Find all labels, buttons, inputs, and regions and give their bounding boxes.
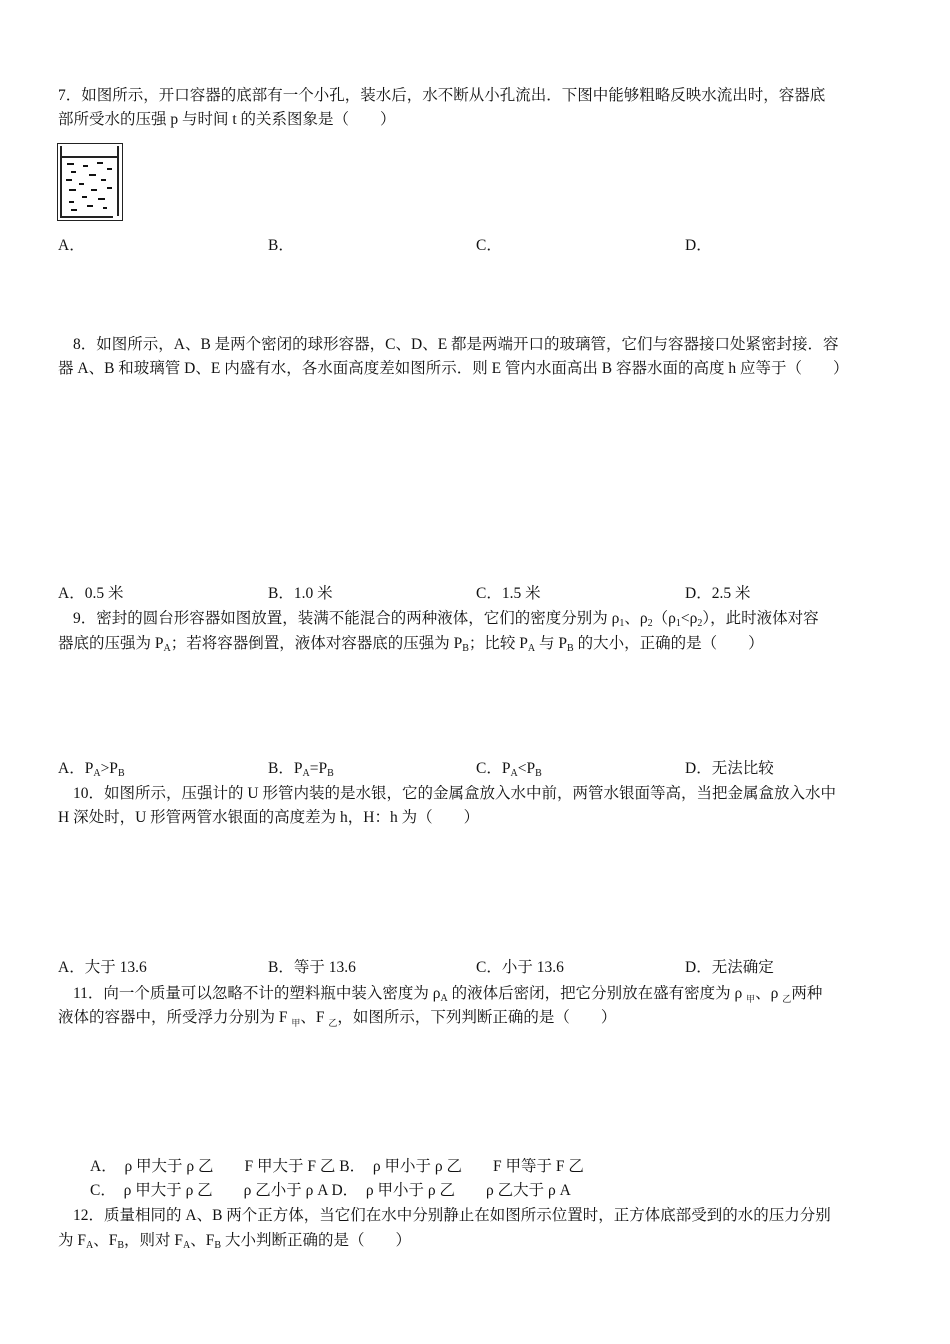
q10-option-b: B．等于 13.6 [268, 959, 356, 976]
q7-option-c: C． [476, 237, 502, 254]
q10-line1: 10．如图所示，压强计的 U 形管内装的是水银，它的金属盒放入水中前，两管水银面等高，当把金属盒放入水中 [73, 785, 836, 802]
q7-line1: 7．如图所示，开口容器的底部有一个小孔，装水后，水不断从小孔流出．下图中能够粗略反映水流出时，容器底 [58, 87, 826, 104]
q7-line2: 部所受水的压强 p 与时间 t 的关系图象是（ ） [58, 111, 396, 128]
q12-line2: 为 $F_A$、$F_B$，则对 $F_A$、$F_B$ 大小判断正确的是（ ） [58, 1232, 411, 1251]
q7-option-b: B． [268, 237, 294, 254]
q11-options-row1: A． ρ 甲大于 ρ 乙 F 甲大于 F 乙 B． ρ 甲小于 ρ 乙 F 甲等于 F 乙 [90, 1158, 584, 1175]
q9-line2: 器底的压强为 $P_A$；若将容器倒置，液体对容器底的压强为 $P_B$；比较 $P_A$ 与 $P_B$ 的大小，正确的是（ ） [58, 635, 764, 654]
q8-option-a: A．0.5 米 [58, 585, 124, 602]
q10-option-c: C．小于 13.6 [476, 959, 564, 976]
q11-line2: 液体的容器中，所受浮力分别为 F $_甲$、F $_乙$，如图所示，下列判断正确的是（ ） [58, 1009, 617, 1028]
water-container-figure [57, 143, 123, 221]
q8-line1: 8．如图所示，A、B 是两个密闭的球形容器，C、D、E 都是两端开口的玻璃管，它们与容器接口处紧密封接．容 [73, 336, 839, 353]
q9-option-d: D．无法比较 [685, 760, 774, 777]
q8-option-c: C．1.5 米 [476, 585, 541, 602]
q8-option-b: B．1.0 米 [268, 585, 333, 602]
q7-option-d: D． [685, 237, 712, 254]
q8-line2: 器 A、B 和玻璃管 D、E 内盛有水，各水面高度差如图所示．则 E 管内水面高出 B 容器水面的高度 h 应等于（ ） [58, 360, 849, 377]
q9-line1: 9．密封的圆台形容器如图放置，装满不能混合的两种液体，它们的密度分别为 $\rho_1$、$\rho_2(\rho_1<\rho_2)$，此时液体对容 [73, 610, 819, 629]
q7-option-a: A． [58, 237, 85, 254]
q10-option-a: A．大于 13.6 [58, 959, 147, 976]
q11-line1: 11．向一个质量可以忽略不计的塑料瓶中装入密度为 $\rho_A$ 的液体后密闭，把它分别放在盛有密度为 ρ $_甲$、ρ $_乙$两种 [73, 985, 823, 1004]
q11-options-row2: C． ρ 甲大于 ρ 乙 ρ 乙小于 ρ A D． ρ 甲小于 ρ 乙 ρ 乙大于 ρ A [90, 1182, 571, 1199]
q9-option-c: C．$P_A<P_B$ [476, 760, 542, 779]
q10-line2: H 深处时，U 形管两管水银面的高度差为 h，H：h 为（ ） [58, 809, 480, 826]
q9-option-a: A．$P_A>P_B$ [58, 760, 125, 779]
q12-line1: 12．质量相同的 A、B 两个正方体，当它们在水中分别静止在如图所示位置时，正方体底部受到的水的压力分别 [73, 1207, 831, 1224]
q8-option-d: D．2.5 米 [685, 585, 751, 602]
q9-option-b: B．$P_A=P_B$ [268, 760, 334, 779]
q10-option-d: D．无法确定 [685, 959, 774, 976]
